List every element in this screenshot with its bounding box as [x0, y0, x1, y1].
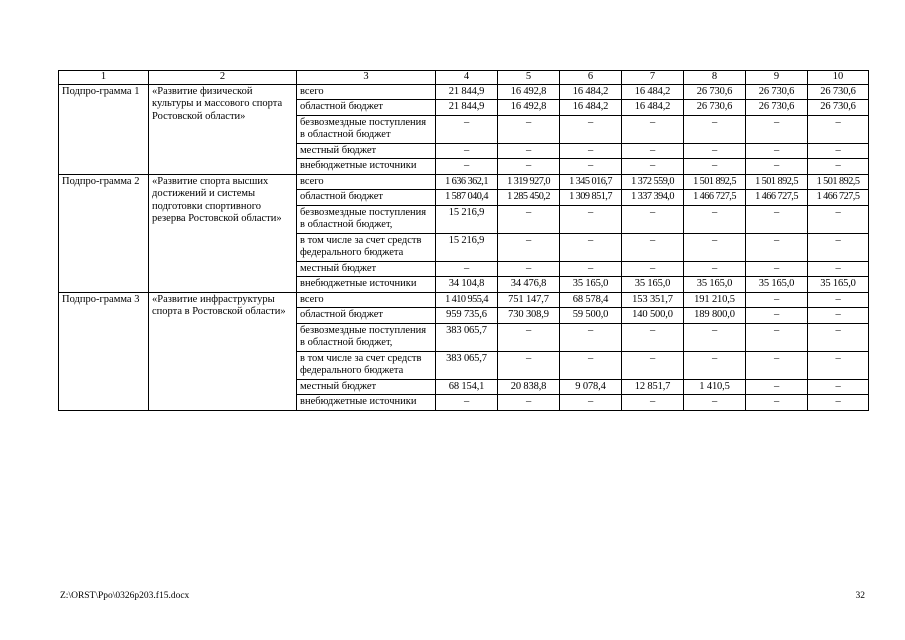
- value-cell: 16 484,2: [560, 100, 622, 116]
- table-row: [59, 292, 869, 308]
- value-cell: –: [436, 115, 498, 143]
- funding-source-label: местный бюджет: [297, 379, 436, 395]
- value-cell: –: [746, 143, 808, 159]
- value-cell: –: [560, 351, 622, 379]
- value-cell: 12 851,7: [622, 379, 684, 395]
- value-cell: –: [808, 395, 869, 411]
- value-cell: –: [746, 379, 808, 395]
- funding-source-label: безвозмездные поступления в областной бюджет: [297, 115, 436, 143]
- value-cell: –: [560, 115, 622, 143]
- value-cell: –: [808, 115, 869, 143]
- value-cell: –: [622, 323, 684, 351]
- funding-source-label: всего: [297, 292, 436, 308]
- value-cell: 26 730,6: [746, 84, 808, 100]
- value-cell: –: [498, 261, 560, 277]
- value-cell: –: [498, 159, 560, 175]
- value-cell: 1 410 955,4: [436, 292, 498, 308]
- column-header: 8: [684, 71, 746, 85]
- value-cell: 383 065,7: [436, 323, 498, 351]
- column-header: 1: [59, 71, 149, 85]
- value-cell: –: [560, 159, 622, 175]
- funding-source-label: безвозмездные поступления в областной бюджет,: [297, 205, 436, 233]
- value-cell: –: [746, 159, 808, 175]
- value-cell: 16 492,8: [498, 84, 560, 100]
- value-cell: 35 165,0: [684, 277, 746, 293]
- value-cell: –: [684, 143, 746, 159]
- value-cell: 59 500,0: [560, 308, 622, 324]
- value-cell: –: [498, 143, 560, 159]
- value-cell: 16 484,2: [560, 84, 622, 100]
- value-cell: –: [684, 159, 746, 175]
- value-cell: –: [498, 323, 560, 351]
- value-cell: –: [746, 115, 808, 143]
- column-header: 6: [560, 71, 622, 85]
- value-cell: –: [746, 351, 808, 379]
- value-cell: 35 165,0: [560, 277, 622, 293]
- value-cell: 189 800,0: [684, 308, 746, 324]
- value-cell: 1 501 892,5: [684, 174, 746, 190]
- funding-source-label: всего: [297, 174, 436, 190]
- value-cell: –: [746, 395, 808, 411]
- value-cell: –: [560, 261, 622, 277]
- value-cell: 140 500,0: [622, 308, 684, 324]
- value-cell: 730 308,9: [498, 308, 560, 324]
- value-cell: 1 501 892,5: [808, 174, 869, 190]
- value-cell: –: [746, 205, 808, 233]
- value-cell: –: [560, 323, 622, 351]
- value-cell: –: [808, 233, 869, 261]
- value-cell: 1 345 016,7: [560, 174, 622, 190]
- value-cell: 26 730,6: [684, 84, 746, 100]
- value-cell: 751 147,7: [498, 292, 560, 308]
- column-header: 3: [297, 71, 436, 85]
- value-cell: –: [498, 205, 560, 233]
- value-cell: –: [560, 395, 622, 411]
- table-row: [59, 84, 869, 100]
- subprogram-name: Подпро-грамма 2: [59, 174, 149, 292]
- value-cell: –: [436, 143, 498, 159]
- value-cell: 35 165,0: [622, 277, 684, 293]
- subprogram-title: «Развитие физической культуры и массового спорта Ростовской области»: [149, 84, 297, 174]
- value-cell: –: [808, 308, 869, 324]
- value-cell: 35 165,0: [746, 277, 808, 293]
- value-cell: 1 319 927,0: [498, 174, 560, 190]
- value-cell: 26 730,6: [808, 84, 869, 100]
- value-cell: 34 476,8: [498, 277, 560, 293]
- value-cell: –: [622, 143, 684, 159]
- value-cell: –: [746, 308, 808, 324]
- value-cell: –: [436, 395, 498, 411]
- value-cell: –: [746, 261, 808, 277]
- funding-source-label: местный бюджет: [297, 143, 436, 159]
- subprogram-title: «Развитие инфраструктуры спорта в Ростовской области»: [149, 292, 297, 410]
- funding-source-label: внебюджетные источники: [297, 159, 436, 175]
- value-cell: –: [808, 351, 869, 379]
- value-cell: 26 730,6: [684, 100, 746, 116]
- value-cell: 15 216,9: [436, 233, 498, 261]
- column-header: 4: [436, 71, 498, 85]
- value-cell: –: [684, 323, 746, 351]
- value-cell: –: [808, 379, 869, 395]
- value-cell: 1 372 559,0: [622, 174, 684, 190]
- column-header: 7: [622, 71, 684, 85]
- value-cell: –: [808, 143, 869, 159]
- value-cell: 16 484,2: [622, 100, 684, 116]
- value-cell: 1 501 892,5: [746, 174, 808, 190]
- subprogram-title: «Развитие спорта высших достижений и системы подготовки спортивного резерва Ростовской области»: [149, 174, 297, 292]
- value-cell: –: [684, 351, 746, 379]
- value-cell: 1 587 040,4: [436, 190, 498, 206]
- value-cell: –: [622, 115, 684, 143]
- value-cell: –: [498, 233, 560, 261]
- column-header: 9: [746, 71, 808, 85]
- value-cell: 383 065,7: [436, 351, 498, 379]
- value-cell: 1 410,5: [684, 379, 746, 395]
- funding-source-label: областной бюджет: [297, 190, 436, 206]
- value-cell: 1 309 851,7: [560, 190, 622, 206]
- value-cell: –: [746, 233, 808, 261]
- value-cell: –: [622, 351, 684, 379]
- value-cell: –: [746, 292, 808, 308]
- funding-source-label: всего: [297, 84, 436, 100]
- funding-source-label: в том числе за счет средств федерального бюджета: [297, 351, 436, 379]
- value-cell: –: [498, 395, 560, 411]
- funding-table: [58, 70, 869, 411]
- funding-source-label: местный бюджет: [297, 261, 436, 277]
- value-cell: –: [560, 205, 622, 233]
- value-cell: 1 466 727,5: [746, 190, 808, 206]
- value-cell: 1 466 727,5: [808, 190, 869, 206]
- funding-source-label: внебюджетные источники: [297, 277, 436, 293]
- value-cell: –: [560, 143, 622, 159]
- column-header: 2: [149, 71, 297, 85]
- value-cell: –: [684, 205, 746, 233]
- value-cell: –: [560, 233, 622, 261]
- subprogram-name: Подпро-грамма 1: [59, 84, 149, 174]
- value-cell: –: [498, 115, 560, 143]
- funding-source-label: областной бюджет: [297, 100, 436, 116]
- value-cell: –: [808, 261, 869, 277]
- value-cell: –: [684, 115, 746, 143]
- value-cell: 68 154,1: [436, 379, 498, 395]
- value-cell: 16 484,2: [622, 84, 684, 100]
- value-cell: 1 337 394,0: [622, 190, 684, 206]
- page-number: 32: [855, 591, 865, 601]
- value-cell: 21 844,9: [436, 100, 498, 116]
- file-path: Z:\ORST\Ppo\0326p203.f15.docx: [60, 591, 190, 601]
- column-header: 10: [808, 71, 869, 85]
- value-cell: –: [808, 292, 869, 308]
- funding-source-label: безвозмездные поступления в областной бюджет,: [297, 323, 436, 351]
- value-cell: –: [622, 205, 684, 233]
- value-cell: –: [808, 159, 869, 175]
- value-cell: 34 104,8: [436, 277, 498, 293]
- value-cell: –: [622, 261, 684, 277]
- value-cell: 153 351,7: [622, 292, 684, 308]
- value-cell: 1 636 362,1: [436, 174, 498, 190]
- value-cell: –: [684, 395, 746, 411]
- value-cell: 1 466 727,5: [684, 190, 746, 206]
- value-cell: 35 165,0: [808, 277, 869, 293]
- value-cell: 9 078,4: [560, 379, 622, 395]
- value-cell: –: [684, 233, 746, 261]
- column-header: 5: [498, 71, 560, 85]
- value-cell: –: [622, 159, 684, 175]
- value-cell: 15 216,9: [436, 205, 498, 233]
- header-row: [59, 71, 869, 85]
- value-cell: –: [808, 205, 869, 233]
- value-cell: 26 730,6: [808, 100, 869, 116]
- value-cell: 68 578,4: [560, 292, 622, 308]
- funding-source-label: областной бюджет: [297, 308, 436, 324]
- subprogram-name: Подпро-грамма 3: [59, 292, 149, 410]
- value-cell: –: [808, 323, 869, 351]
- value-cell: 1 285 450,2: [498, 190, 560, 206]
- funding-source-label: внебюджетные источники: [297, 395, 436, 411]
- value-cell: 20 838,8: [498, 379, 560, 395]
- table-body: [59, 84, 869, 410]
- value-cell: –: [746, 323, 808, 351]
- value-cell: –: [622, 233, 684, 261]
- value-cell: 959 735,6: [436, 308, 498, 324]
- value-cell: 191 210,5: [684, 292, 746, 308]
- value-cell: –: [436, 261, 498, 277]
- funding-source-label: в том числе за счет средств федерального бюджета: [297, 233, 436, 261]
- value-cell: 16 492,8: [498, 100, 560, 116]
- value-cell: 26 730,6: [746, 100, 808, 116]
- value-cell: –: [498, 351, 560, 379]
- value-cell: –: [684, 261, 746, 277]
- value-cell: –: [436, 159, 498, 175]
- value-cell: –: [622, 395, 684, 411]
- value-cell: 21 844,9: [436, 84, 498, 100]
- table-row: [59, 174, 869, 190]
